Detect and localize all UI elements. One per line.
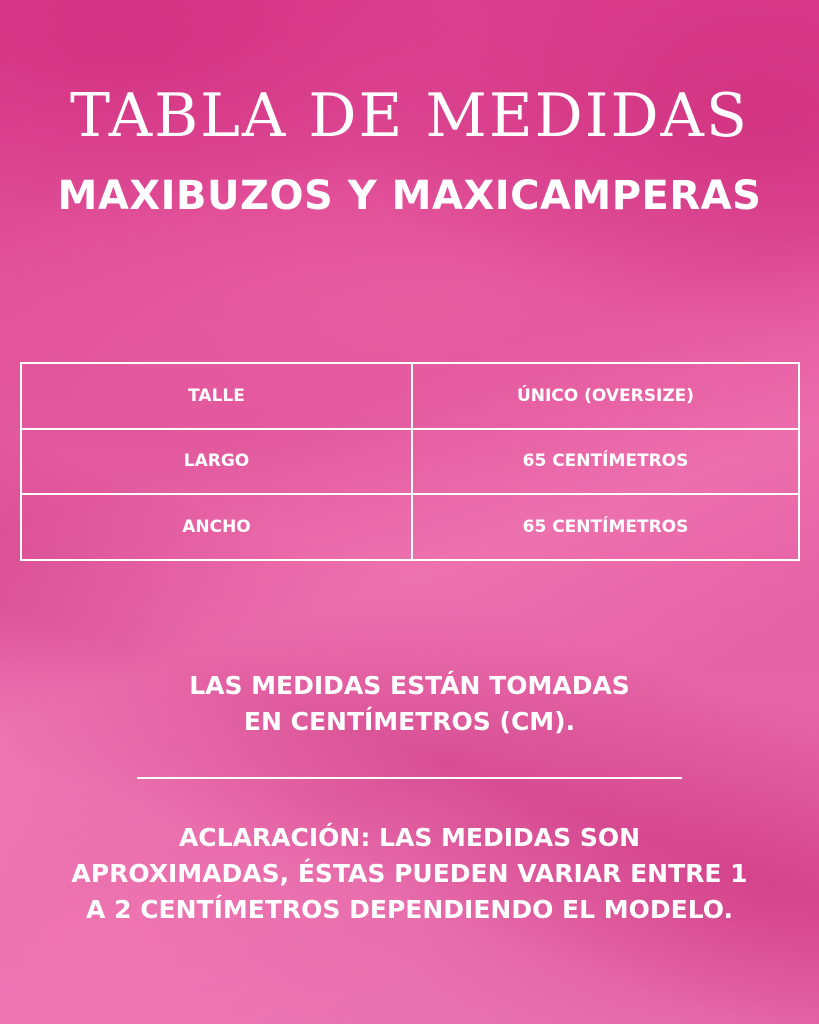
row-value-largo: 65 CENTÍMETROS — [412, 429, 799, 495]
disclaimer-text — [0, 820, 819, 928]
table-row — [21, 494, 799, 560]
table-row — [21, 363, 799, 429]
disclaimer-line: APROXIMADAS, ÉSTAS PUEDEN VARIAR ENTRE 1 — [71, 859, 748, 888]
page-title: TABLA DE MEDIDAS — [70, 81, 749, 151]
size-table — [20, 362, 800, 561]
table-row — [21, 429, 799, 495]
disclaimer-line: A 2 CENTÍMETROS DEPENDIENDO EL MODELO. — [86, 895, 733, 924]
disclaimer-line: ACLARACIÓN: LAS MEDIDAS SON — [178, 823, 641, 852]
divider — [137, 777, 682, 779]
row-value-talle: ÚNICO (OVERSIZE) — [412, 363, 799, 429]
row-label-talle: TALLE — [21, 363, 412, 429]
row-label-largo: LARGO — [21, 429, 412, 495]
note-line: EN CENTÍMETROS (CM). — [243, 707, 576, 736]
measurement-note — [0, 668, 819, 740]
page-subtitle: MAXIBUZOS Y MAXICAMPERAS — [57, 173, 762, 219]
row-label-ancho: ANCHO — [21, 494, 412, 560]
row-value-ancho: 65 CENTÍMETROS — [412, 494, 799, 560]
note-line: LAS MEDIDAS ESTÁN TOMADAS — [189, 671, 630, 700]
